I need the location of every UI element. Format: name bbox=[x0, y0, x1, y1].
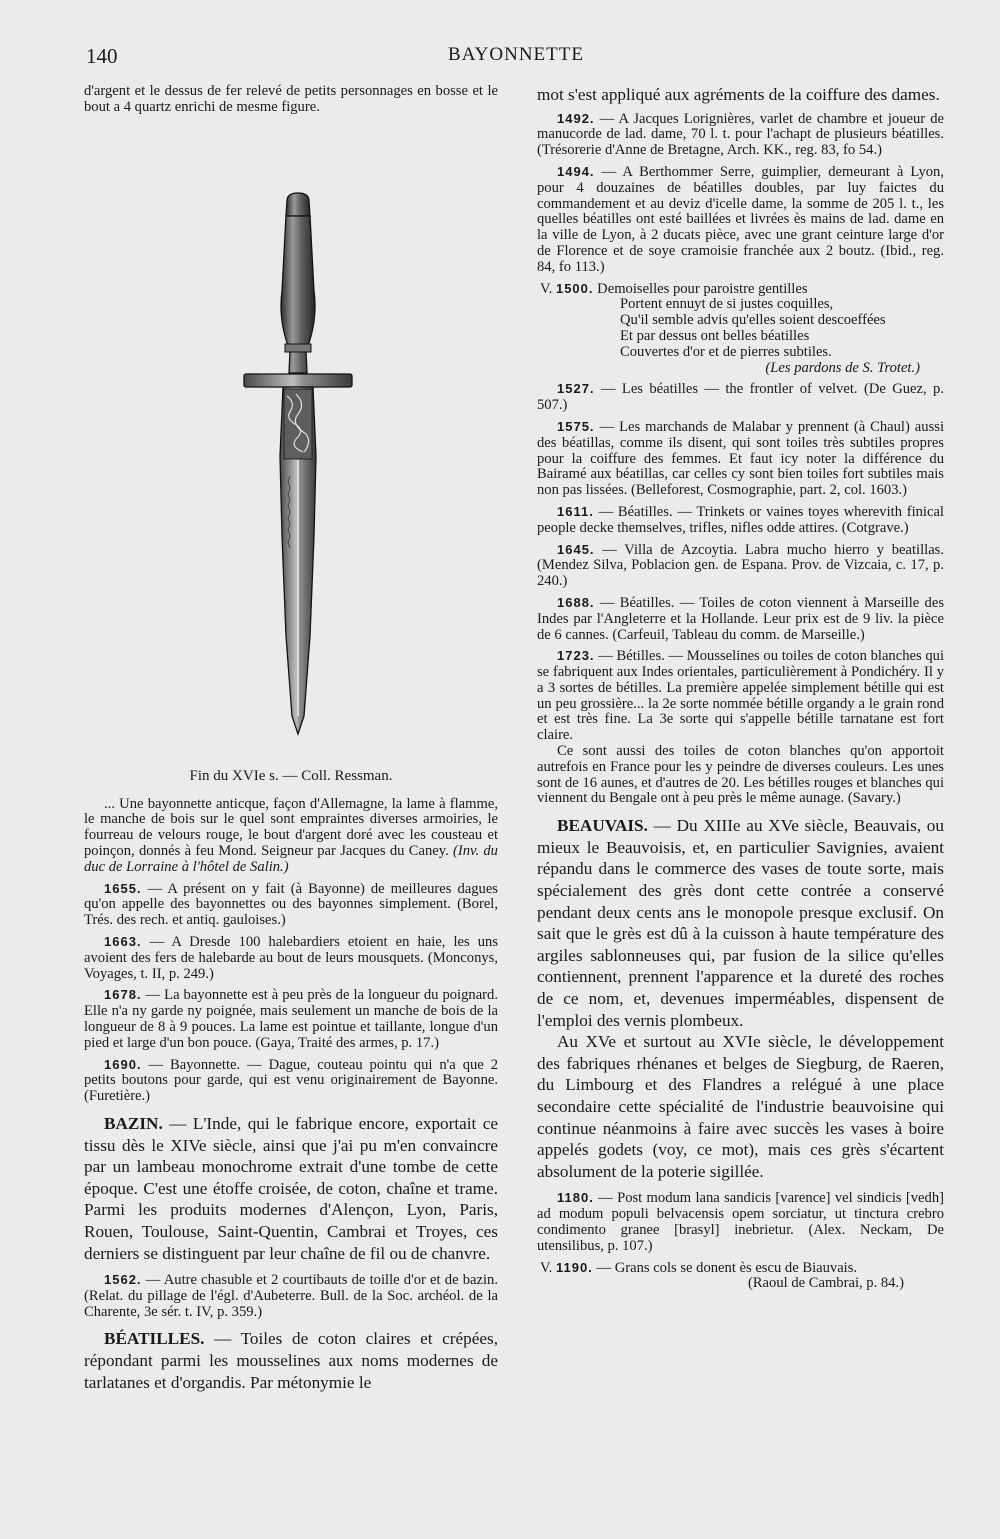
beatilles-continuation: mot s'est appliqué aux agréments de la coiffure des dames. bbox=[537, 85, 940, 104]
verse-text: Demoiselles pour paroistre gentilles bbox=[597, 280, 808, 297]
bazin-article bbox=[84, 1113, 498, 1264]
figure-caption: Fin du XVIe s. — Coll. Ressman. bbox=[189, 767, 393, 784]
verse-line-2: Portent ennuyt de si justes coquilles, bbox=[620, 296, 834, 313]
entry-1494 bbox=[537, 164, 944, 276]
entry-1527 bbox=[537, 381, 944, 414]
entry-year: 1611. bbox=[557, 503, 594, 519]
entry-1492 bbox=[537, 111, 944, 159]
entry-year: 1723. bbox=[557, 648, 595, 664]
entry-text: — A Jacques Lorignières, varlet de chambre et joueur de manucorde de lad. dame, 70 l. t. pour l'achapt de plusieurs béatilles. (Trésorerie d'Anne de Bretagne, Arch. KK., reg. 83, fo 54.) bbox=[537, 110, 945, 159]
entry-year: 1645. bbox=[557, 541, 595, 557]
entry-1688 bbox=[537, 595, 944, 643]
entry-text: — A présent on y fait (à Bayonne) de meilleures dagues qu'on appelle des bayonnettes ou des bayonnes simplement. (Borel, Trés. des rech. et antiq. gauloises.) bbox=[84, 880, 498, 929]
quote-inventory-body: ... Une bayonnette anticque, façon d'Allemagne, la lame à flamme, le manche de bois sur le quel sont empraintes diverses armoiries, le fourreau de velours rouge, le bout d'argent doré avec les cousteau et poinçon, donnés à feu Mond. Seigneur par Jacques du Caney. bbox=[84, 795, 498, 859]
entry-year: 1663. bbox=[104, 933, 142, 949]
entry-year: 1500. bbox=[555, 280, 594, 296]
entry-year: 1190. bbox=[555, 1259, 593, 1275]
beauvais-paragraph-2: Au XVe et surtout au XVIe siècle, le développement des fabriques rhénanes et belges de Siegburg, de Raeren, du Limbourg et des Flandres a relégué à une place secondaire cette spécialité de l'industrie beauvoisine qui continue néanmoins à faire avec succès les vases à boire appelés godets (voy, ce mot), mais ces grès s'écartent absolument de la poterie sigillée. bbox=[537, 1032, 944, 1181]
dagger-illustration bbox=[84, 116, 498, 766]
entry-year: 1690. bbox=[104, 1056, 142, 1072]
headword-beatilles: BÉATILLES. bbox=[104, 1329, 205, 1349]
entry-1190-source: (Raoul de Cambrai, p. 84.) bbox=[747, 1275, 904, 1292]
verse-line-3: Qu'il semble advis qu'elles soient descoeffées bbox=[620, 312, 886, 329]
entry-1655 bbox=[84, 881, 498, 929]
beauvais-article bbox=[537, 815, 944, 1031]
entry-year: 1492. bbox=[557, 110, 595, 126]
verse-1500 bbox=[537, 281, 944, 377]
entry-1690 bbox=[84, 1057, 498, 1105]
verse-prefix: V. bbox=[540, 1259, 553, 1276]
entry-year: 1180. bbox=[557, 1190, 594, 1206]
verse-line-4: Et par dessus ont belles béatilles bbox=[620, 327, 810, 344]
beauvais-text: — Du XIIIe au XVe siècle, Beauvais, ou mieux le Beauvoisis, et, en particulier Savignies, avaient répandu dans le commerce des vases de toute sorte, mais spécialement des grès dont cette contrée a conservé pendant deux cents ans le monopole presque exclusif. On sait que le grès est dû à la cuisson à haute température des argiles sablonneuses qui, par fusion de la silice qu'elles contiennent, prennent l'apparence et la dureté des roches de ce nom, et, devenues imperméables, dispensent de l'emploi des vernis plombeux. bbox=[537, 816, 944, 1030]
entry-text: — Béatilles. — Trinkets or vaines toyes wherevith finical people decke themselves, trifles, nifles odde attires. (Cotgrave.) bbox=[537, 503, 944, 536]
verse-line-1 bbox=[537, 281, 944, 298]
entry-1180 bbox=[537, 1190, 944, 1254]
entry-1723-continued: Ce sont aussi des toiles de coton blanches qu'on apportoit autrefois en France pour les y peindre de diverses couleurs. Les unes sont de 16 aunes, et d'autres de 20. Les bétilles rouges et blanches qui viennent du Bengale ont à peu près le même aunage. (Savary.) bbox=[537, 743, 944, 807]
entry-text: — Béatilles. — Toiles de coton viennent à Marseille des Indes par l'Angleterre et la Hollande. Leur prix est de 9 liv. la pièce de 6 cannes. (Carfeuil, Tableau du comm. de Marseille.) bbox=[537, 594, 945, 643]
entry-text: — Bétilles. — Mousselines ou toiles de coton blanches qui se fabriquent aux Indes orientales, particulièrement à Pondichéry. Il y a 3 sortes de bétilles. La première appelée simplement bétille qui est un peu grossière... la 2e sorte nommée bétille organdy a le grain rond et est très fine. La 3e sorte qui s'appelle bétille tarnatane est fort claire. bbox=[537, 648, 944, 744]
entry-text: — Bayonnette. — Dague, couteau pointu qui n'a que 2 petits boutons pour garde, qui est venu originairement de Bayonne. (Furetière.) bbox=[84, 1056, 498, 1105]
entry-1562 bbox=[84, 1272, 498, 1320]
entry-1645 bbox=[537, 542, 944, 590]
entry-text: — La bayonnette est à peu près de la longueur du poignard. Elle n'a ny garde ny poignée, mais seulement un manche de bois de la longueur de 8 à 9 pouces. La lame est pointue et taillante, longue d'un pied et large d'un bon pouce. (Gaya, Traité des armes, p. 17.) bbox=[84, 987, 498, 1051]
entry-text: — Les béatilles — the frontler of velvet. (De Guez, p. 507.) bbox=[537, 381, 944, 414]
entry-1190 bbox=[537, 1260, 944, 1277]
entry-year: 1562. bbox=[104, 1272, 142, 1288]
entry-year: 1527. bbox=[557, 381, 595, 397]
entry-1663 bbox=[84, 934, 498, 982]
entry-1611 bbox=[537, 504, 944, 537]
beatilles-article bbox=[84, 1328, 498, 1393]
entry-year: 1678. bbox=[104, 987, 142, 1003]
running-head: BAYONNETTE bbox=[448, 44, 584, 65]
entry-1575 bbox=[537, 419, 944, 499]
quote-inventory-source: (Inv. du duc de Lorraine à l'hôtel de Salin.) bbox=[84, 842, 498, 875]
headword-bazin: BAZIN. bbox=[104, 1113, 163, 1133]
quote-inventory-text bbox=[84, 797, 498, 876]
entry-text: — Les marchands de Malabar y prennent (à Chaul) aussi des béatillas, comme ils disent, qui sont toiles très subtiles propres pour la coiffure des femmes. Et faut icy noter la différence du Bairamé aux béatillas, car celles cy sont bien toiles fort subtiles mais non pas lissées. (Belleforest, Cosmographie, part. 2, col. 1603.) bbox=[537, 418, 944, 499]
right-column bbox=[537, 84, 944, 1292]
intro-fragment: d'argent et le dessus de fer relevé de petits personnages en bosse et le bout a 4 quartz enrichi de mesme figure. bbox=[84, 83, 498, 115]
left-column bbox=[84, 84, 498, 1393]
entry-text: — Villa de Azcoytia. Labra mucho hierro y beatillas. (Mendez Silva, Poblacion gen. de Espana. Prov. de Vizcaia, c. 17, p. 240.) bbox=[537, 541, 944, 590]
entry-text: — A Berthommer Serre, guimplier, demeurant à Lyon, pour 4 douzaines de béatilles doubles, par luy faictes du commandement et au deviz d'icelle dame, la somme de 205 l. t., les quelles béatilles ont esté baillées et livrées ès mains de lad. dame en la ville de Lyon, à 2 ducats pièce, avec une grant ceinture large d'or de Florence et de soye cramoisie franchée aux 2 boutz. (Ibid., reg. 84, fo 113.) bbox=[537, 163, 944, 275]
page-number: 140 bbox=[86, 44, 118, 68]
entry-1678 bbox=[84, 987, 498, 1051]
headword-beauvais: BEAUVAIS. bbox=[557, 816, 648, 836]
entry-year: 1655. bbox=[104, 880, 142, 896]
beatilles-text: — Toiles de coton claires et crépées, répondant parmi les mousselines aux noms modernes de tarlatanes et d'organdis. Par métonymie le bbox=[84, 1329, 498, 1392]
bazin-text: — L'Inde, qui le fabrique encore, exportait ce tissu dès le XIVe siècle, ainsi que j'ai pu m'en convaincre par un lambeau monochrome extrait d'une tombe de cette époque. C'est une étoffe croisée, de coton, chaîne et trame. Parmi les produits modernes d'Alençon, Lyon, Paris, Rouen, Toulouse, Saint-Quentin, Cambrai et Troyes, ces derniers se distinguent par leur chaîne de fil ou de chanvre. bbox=[84, 1113, 499, 1263]
bayonet-dagger-engraving bbox=[84, 116, 498, 766]
entry-text: — A Dresde 100 halebardiers etoient en haie, les uns avoient des fers de halebarde au bout de leurs mousquets. (Monconys, Voyages, t. II, p. 249.) bbox=[84, 933, 498, 982]
verse-line-5: Couvertes d'or et de pierres subtiles. bbox=[620, 343, 832, 360]
entry-year: 1688. bbox=[557, 594, 595, 610]
verse-source: (Les pardons de S. Trotet.) bbox=[765, 359, 920, 376]
entry-1723 bbox=[537, 648, 944, 744]
entry-text: — Grans cols se donent ès escu de Biauvais. bbox=[596, 1259, 858, 1276]
entry-year: 1494. bbox=[557, 163, 595, 179]
entry-text: — Post modum lana sandicis [varence] vel sindicis [vedh] ad modum populi belvacensis opem sorciatur, ut tinctura crebro condimento granee [brasyl] inebrietur. (Alex. Neckam, De utensilibus, p. 107.) bbox=[537, 1190, 944, 1254]
entry-year: 1575. bbox=[557, 418, 595, 434]
verse-prefix: V. bbox=[540, 280, 553, 297]
entry-text: — Autre chasuble et 2 courtibauts de toille d'or et de bazin. (Relat. du pillage de l'égl. d'Aubeterre. Bull. de la Soc. archéol. de la Charente, 3e sér. t. IV, p. 359.) bbox=[84, 1272, 498, 1320]
page-header bbox=[86, 44, 946, 74]
